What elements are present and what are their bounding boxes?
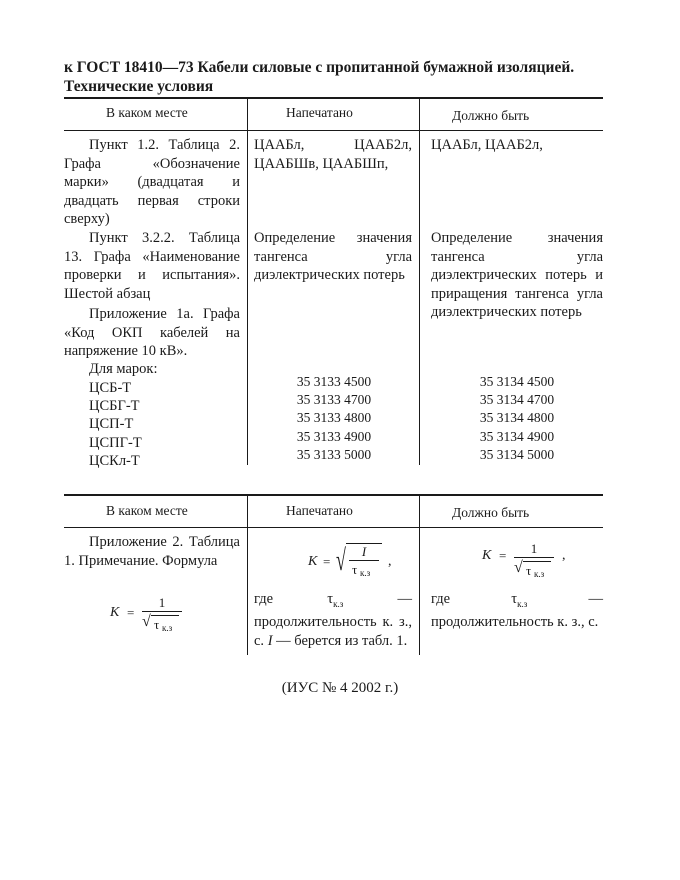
formula-fraction (140, 595, 184, 634)
table1-header-place: В каком месте (106, 105, 188, 120)
table1-top-rule (64, 97, 603, 99)
formula-lhs: K (308, 554, 318, 569)
table1-should-codes (432, 373, 602, 464)
note-text: где τ (254, 591, 334, 607)
sqrt-sign-icon: √ (142, 613, 151, 630)
table1-row1-should: ЦААБл, ЦААБ2л, (431, 137, 543, 153)
sqrt-sign-icon: √ (514, 559, 523, 576)
printed-code: 35 3133 4800 (296, 410, 372, 426)
brand-item: ЦСП-Т (89, 416, 134, 433)
table2-header-should: Должно быть (452, 505, 530, 520)
brand-item: ЦСБГ-Т (89, 398, 140, 415)
should-code: 35 3134 4900 (479, 428, 555, 444)
tau-subscript: к.з (360, 568, 371, 578)
printed-formula (306, 542, 416, 586)
should-code: 35 3134 4700 (479, 392, 555, 408)
tau-subscript: к.з (162, 623, 173, 633)
tau-subscript: к.з (534, 569, 545, 579)
formula-fraction (512, 541, 556, 580)
table2-printed-note (254, 590, 412, 650)
table2-divider-1 (247, 495, 248, 655)
tau-symbol: τ (352, 562, 358, 577)
sqrt-overline (523, 561, 551, 562)
note-variable: I (267, 632, 273, 649)
table1-row2-should: Определение значения тангенса угла диэлектрических потерь и приращения тангенса угла диэлектрических потерь (431, 230, 603, 320)
formula-comma: , (562, 548, 566, 563)
formula-equals: = (127, 605, 135, 620)
should-code: 35 3134 4500 (479, 374, 555, 389)
table1-header-printed: Напечатано (286, 105, 353, 120)
table1-header-should: Должно быть (452, 108, 530, 123)
note-text: — продолжительность к. з., с. (431, 591, 603, 631)
tau-symbol: τ (526, 563, 532, 578)
should-code: 35 3134 5000 (479, 446, 555, 462)
table2-header-place: В каком месте (106, 503, 188, 518)
table1-printed-codes (254, 373, 414, 464)
formula-numerator: 1 (158, 595, 166, 610)
brand-item: ЦСПГ-Т (89, 434, 142, 451)
table1-brands-label: Для марок: (89, 361, 158, 377)
table2-should-note (431, 590, 603, 632)
table1-row2-place: Пункт 3.2.2. Таблица 13. Графа «Наименование проверки и испытания». Шестой абзац (64, 230, 240, 302)
formula-numerator: 1 (530, 541, 538, 556)
note-text: где τ (431, 591, 518, 607)
footer-source: (ИУС № 4 2002 г.) (281, 680, 399, 696)
table1-row1-printed: ЦААБл, ЦААБ2л, ЦААБШв, ЦААБШп, (254, 137, 412, 172)
formula-denominator (346, 561, 382, 579)
printed-code: 35 3133 4500 (296, 374, 372, 389)
table1-row1-place: Пункт 1.2. Таблица 2. Графа «Обозначение марки» (двадцатая и двадцать первая строки сверху) (64, 137, 240, 227)
formula-denominator (512, 558, 556, 580)
table2-header-printed: Напечатано (286, 503, 353, 518)
note-subscript: к.з (517, 598, 528, 609)
sqrt-sign-icon: √ (336, 544, 346, 577)
tau-symbol: τ (154, 617, 160, 632)
table1-row3-place: Приложение 1а. Графа «Код ОКП кабелей на напряжение 10 кВ». (64, 306, 240, 359)
brand-item: ЦСКл-Т (89, 452, 140, 469)
document-title: к ГОСТ 18410—73 Кабели силовые с пропитанной бумажной изоляцией. Технические условия (64, 59, 575, 95)
formula-comma: , (388, 554, 392, 569)
table2-divider-2 (419, 495, 420, 655)
should-code: 35 3134 4800 (479, 410, 555, 426)
printed-sqrt (334, 542, 386, 584)
table2-header-rule (64, 527, 603, 528)
table2-top-rule (64, 494, 603, 496)
should-formula (480, 542, 590, 586)
place-formula (108, 595, 198, 645)
printed-code: 35 3133 4900 (296, 428, 372, 444)
formula-equals: = (323, 554, 331, 569)
printed-code: 35 3133 4700 (296, 392, 372, 408)
sqrt-overline (151, 615, 179, 616)
formula-lhs: K (110, 605, 120, 620)
table2-place: Приложение 2. Таблица 1. Примечание. Формула (64, 534, 240, 569)
formula-equals: = (499, 548, 507, 563)
table1-row2-printed: Определение значения тангенса угла диэлектрических потерь (254, 230, 412, 283)
printed-code: 35 3133 5000 (296, 446, 372, 462)
formula-fraction (346, 544, 382, 579)
note-text: — берется из табл. 1. (272, 632, 408, 649)
brand-item: ЦСБ-Т (89, 380, 132, 396)
formula-denominator (140, 612, 184, 634)
formula-lhs: K (482, 548, 492, 563)
table1-divider-2 (419, 98, 420, 465)
formula-numerator: I (361, 544, 367, 559)
table1-divider-1 (247, 98, 248, 465)
table1-brands-list (89, 379, 142, 470)
note-subscript: к.з (333, 598, 344, 609)
note-text: — продолжительность к. з., с. (254, 591, 412, 649)
table1-header-rule (64, 130, 603, 131)
